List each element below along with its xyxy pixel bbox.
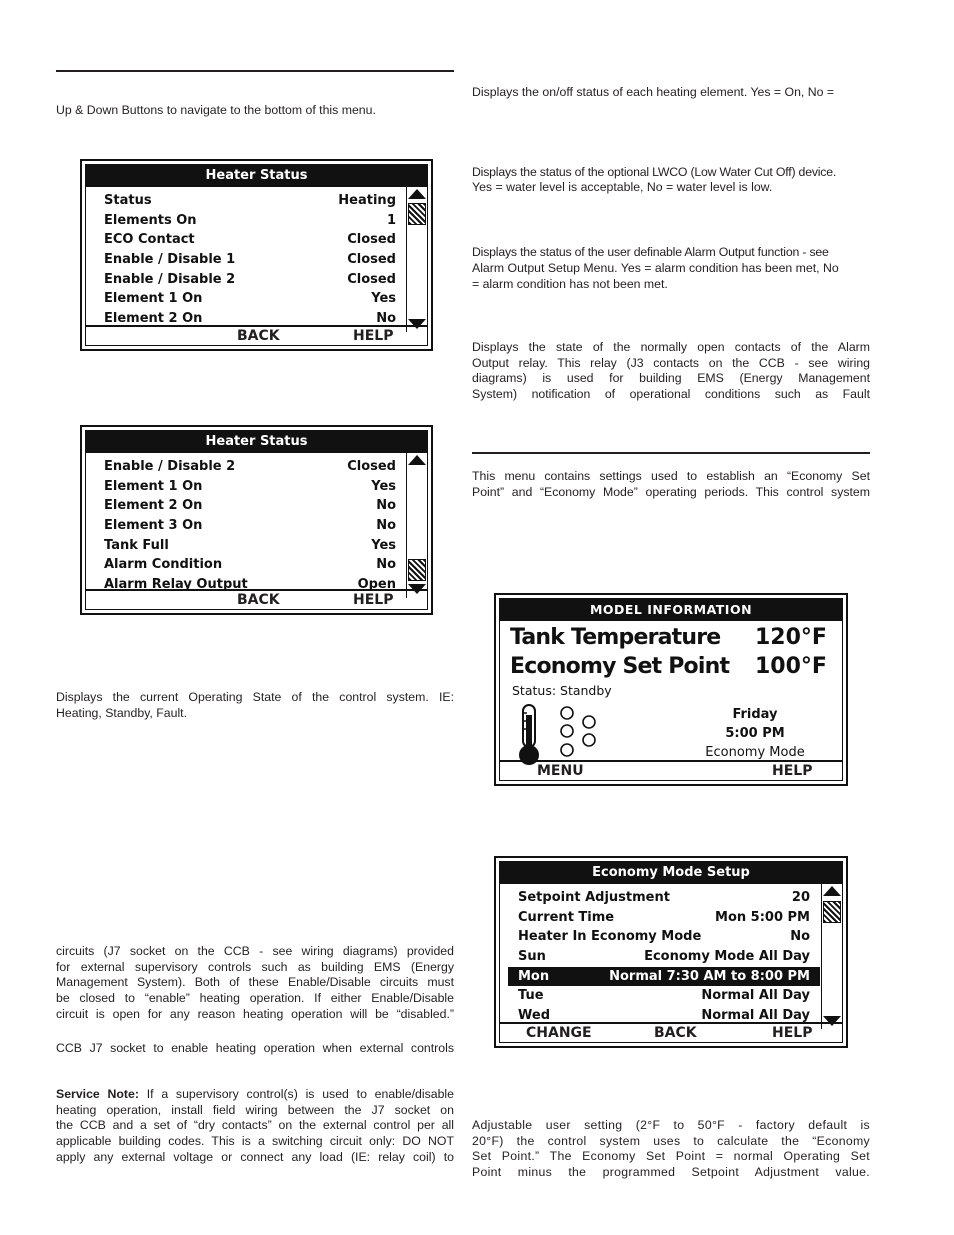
economy-mode-setup-screen <box>494 856 848 1048</box>
row-label: Enable / Disable 1 <box>104 252 236 268</box>
paragraph-line: Output relay. This relay (J3 contacts on the CCB - see wiring <box>472 355 870 370</box>
setting-row[interactable] <box>508 888 820 908</box>
heater-status-screen-1 <box>80 159 433 351</box>
alarm-text-line: Alarm Output Setup Menu. Yes = alarm condition has been met, No <box>472 261 839 275</box>
help-softkey[interactable]: HELP <box>353 328 394 344</box>
status-row <box>104 516 396 536</box>
paragraph-line: be closed to “enable” heating operation. If either Enable/Disable <box>56 991 454 1006</box>
screen-title: Heater Status <box>86 431 427 453</box>
screen-title: Heater Status <box>86 165 427 187</box>
row-label: Current Time <box>518 909 615 925</box>
row-value: Mon 5:00 PM <box>715 909 810 925</box>
row-value: Closed <box>347 232 396 248</box>
lwco-text-line: Displays the status of the optional LWCO (Low Water Cut Off) device. <box>472 165 837 179</box>
status-row <box>104 230 396 250</box>
model-information-screen <box>494 593 848 786</box>
alarm-text-line: = alarm condition has not been met. <box>472 277 668 291</box>
softkey-bar <box>86 325 427 345</box>
setting-row[interactable] <box>508 927 820 947</box>
row-label: Setpoint Adjustment <box>518 890 670 905</box>
row-value: Yes <box>371 291 396 307</box>
softkey-bar <box>86 589 427 609</box>
row-label: Element 3 On <box>104 518 203 534</box>
paragraph-line: 20°F) the control system uses to calculate the “Economy <box>472 1133 870 1148</box>
status-row <box>104 270 396 290</box>
change-softkey[interactable]: CHANGE <box>526 1025 592 1041</box>
economy-set-point-value: 100°F <box>755 654 827 679</box>
right-section-rule <box>472 452 870 454</box>
scrollbar[interactable] <box>821 884 842 1029</box>
row-value: No <box>376 518 396 534</box>
status-row <box>104 477 396 497</box>
back-softkey[interactable]: BACK <box>654 1025 697 1041</box>
paragraph-line: diagrams) is used for building EMS (Energy Management <box>472 371 870 386</box>
row-label: ECO Contact <box>104 232 195 248</box>
setting-row[interactable] <box>508 986 820 1006</box>
paragraph-line: the CCB and a set of “dry contacts” on the external control per all <box>56 1118 454 1133</box>
paragraph-line: Point minus the programmed Setpoint Adjustment value. <box>472 1165 870 1180</box>
row-label: Elements On <box>104 212 197 228</box>
scroll-up-arrow-icon[interactable] <box>408 455 426 465</box>
row-value: Yes <box>371 478 396 494</box>
relay-paragraph <box>472 340 870 403</box>
scrollbar[interactable] <box>406 187 427 332</box>
left-section-rule <box>56 70 454 72</box>
alarm-text-line: Displays the status of the user definable Alarm Output function - see <box>472 245 829 259</box>
row-value: Yes <box>371 537 396 553</box>
status-text: Status: Standby <box>512 683 612 698</box>
status-description-line: Heating, Standby, Fault. <box>56 706 188 720</box>
row-value: Heating <box>338 193 396 208</box>
row-value: No <box>790 929 810 945</box>
paragraph-line: for external supervisory controls such as building EMS (Energy <box>56 959 454 974</box>
setting-row-selected[interactable] <box>508 967 820 987</box>
paragraph-line: Displays the state of the normally open contacts of the Alarm <box>472 340 870 354</box>
row-label: Alarm Condition <box>104 557 223 573</box>
paragraph-line: circuits (J7 socket on the CCB - see wiring diagrams) provided <box>56 944 454 958</box>
heater-status-screen-2 <box>80 425 433 615</box>
setting-row[interactable] <box>508 908 820 928</box>
status-row <box>104 457 396 477</box>
row-label: Sun <box>518 949 546 965</box>
row-value: Open <box>357 577 396 593</box>
paragraph-line: System) notification of operational conditions such as Fault <box>472 387 870 402</box>
row-value: Normal All Day <box>701 1008 810 1024</box>
row-value: No <box>376 498 396 514</box>
row-label: Enable / Disable 2 <box>104 459 236 474</box>
menu-softkey[interactable]: MENU <box>537 763 584 779</box>
day-text: Friday <box>732 707 778 722</box>
status-row <box>104 536 396 556</box>
lwco-text-line: Yes = water level is acceptable, No = water level is low. <box>472 180 773 194</box>
back-softkey[interactable]: BACK <box>237 328 280 344</box>
status-row <box>104 289 396 309</box>
paragraph-line: Management System). Both of these Enable/Disable circuits must <box>56 975 454 990</box>
row-label: Heater In Economy Mode <box>518 929 702 945</box>
service-note-first-line <box>56 1087 454 1103</box>
row-value: Closed <box>347 459 396 474</box>
row-label: Element 1 On <box>104 478 203 494</box>
paragraph-line: circuit is open for any reason heating operation will be “disabled.” <box>56 1006 454 1021</box>
row-label: Enable / Disable 2 <box>104 271 236 287</box>
softkey-bar <box>500 760 842 780</box>
paragraph-line: Adjustable user setting (2°F to 50°F - factory default is <box>472 1118 870 1132</box>
scroll-thumb[interactable] <box>408 559 426 581</box>
row-label: Element 2 On <box>104 311 203 327</box>
row-value: Closed <box>347 252 396 268</box>
screen-title: MODEL INFORMATION <box>500 599 842 621</box>
element-status-text: Displays the on/off status of each heating element. Yes = On, No = <box>472 85 835 99</box>
screen-title: Economy Mode Setup <box>500 862 842 884</box>
row-value: Normal All Day <box>701 988 810 1004</box>
row-value: No <box>376 311 396 327</box>
status-description-line: Displays the current Operating State of the control system. IE: <box>56 690 454 704</box>
row-value: No <box>376 557 396 573</box>
help-softkey[interactable]: HELP <box>772 1025 813 1041</box>
service-note-text: If a supervisory control(s) is used to enable/disable <box>138 1087 454 1101</box>
service-note-label: Service Note: <box>56 1087 139 1101</box>
scrollbar[interactable] <box>406 453 427 598</box>
paragraph-line: Point” and “Economy Mode” operating periods. This control system <box>472 484 870 499</box>
tank-temperature-value: 120°F <box>755 625 827 650</box>
scroll-up-arrow-icon[interactable] <box>408 189 426 199</box>
row-label: Wed <box>518 1008 550 1024</box>
scroll-up-arrow-icon[interactable] <box>823 886 841 896</box>
mode-text: Economy Mode <box>705 745 805 760</box>
status-row <box>104 496 396 516</box>
row-label: Alarm Relay Output <box>104 577 248 593</box>
tank-temperature-label: Tank Temperature <box>510 625 721 650</box>
row-value: 20 <box>791 890 810 905</box>
paragraph-line: applicable building codes. This is a switching circuit only: DO NOT <box>56 1134 454 1149</box>
softkey-bar <box>500 1022 842 1042</box>
time-text: 5:00 PM <box>725 726 785 741</box>
paragraph-line: Set Point.” The Economy Set Point = normal Operating Set <box>472 1149 870 1164</box>
economy-intro-paragraph <box>472 469 870 500</box>
row-label: Status <box>104 193 152 208</box>
row-value: Closed <box>347 271 396 287</box>
scroll-thumb[interactable] <box>823 901 841 923</box>
row-value: 1 <box>386 212 396 228</box>
thermometer-icon <box>514 703 544 767</box>
element-indicator-icons <box>558 705 598 761</box>
service-note <box>56 1087 454 1166</box>
menu-intro-text: Up & Down Buttons to navigate to the bottom of this menu. <box>56 103 376 117</box>
paragraph-line: apply any external voltage or connect any load (IE: relay coil) to <box>56 1149 454 1164</box>
row-label: Element 1 On <box>104 291 203 307</box>
back-softkey[interactable]: BACK <box>237 592 280 608</box>
economy-set-point-label: Economy Set Point <box>510 654 730 679</box>
paragraph-line: heating operation, install field wiring between the J7 socket on <box>56 1102 454 1117</box>
row-label: Tank Full <box>104 537 169 553</box>
status-row <box>104 555 396 575</box>
setting-row[interactable] <box>508 947 820 967</box>
row-label: Mon <box>518 968 550 984</box>
ccb-socket-line: CCB J7 socket to enable heating operation when external controls <box>56 1041 454 1055</box>
help-softkey[interactable]: HELP <box>353 592 394 608</box>
status-row <box>104 250 396 270</box>
setpoint-adjustment-paragraph <box>472 1118 870 1181</box>
enable-disable-paragraph <box>56 944 454 1023</box>
help-softkey[interactable]: HELP <box>772 763 813 779</box>
row-label: Tue <box>518 988 544 1004</box>
row-value: Economy Mode All Day <box>644 949 810 965</box>
row-value: Normal 7:30 AM to 8:00 PM <box>609 968 810 984</box>
status-row <box>104 211 396 231</box>
paragraph-line: This menu contains settings used to establish an “Economy Set <box>472 469 870 483</box>
status-row <box>104 191 396 211</box>
scroll-thumb[interactable] <box>408 203 426 225</box>
row-label: Element 2 On <box>104 498 203 514</box>
